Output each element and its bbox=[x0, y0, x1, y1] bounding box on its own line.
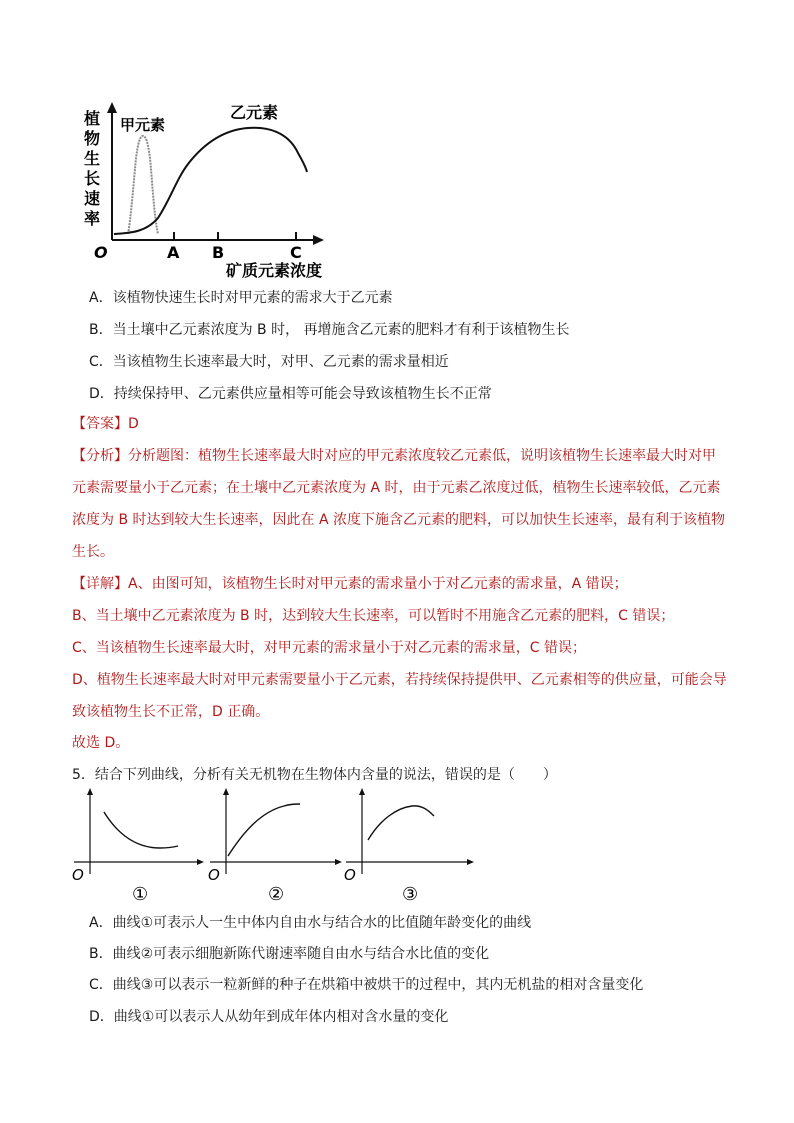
answer-line bbox=[72, 414, 139, 434]
graph3-origin: O bbox=[344, 866, 356, 884]
y-label-char: 速 bbox=[84, 189, 101, 208]
analysis-line: 元素需要量小于乙元素；在土壤中乙元素浓度为 A 时，由于元素乙浓度过低，植物生长速率较低，乙元素 bbox=[72, 480, 721, 496]
q5-option-a: A．曲线①可表示人一生中体内自由水与结合水的比值随年龄变化的曲线 bbox=[89, 915, 532, 931]
detail-line: 致该植物生长不正常，D 正确。 bbox=[72, 704, 270, 720]
graph1-curve bbox=[104, 812, 178, 848]
x-axis-label: 矿质元素浓度 bbox=[226, 261, 323, 280]
detail-line: D、植物生长速率最大时对甲元素需要量小于乙元素，若持续保持提供甲、乙元素相等的供应量，可能会导 bbox=[72, 672, 727, 688]
x-axis-arrow bbox=[313, 235, 324, 245]
y-label-char: 物 bbox=[84, 129, 101, 148]
tick-a-label: A bbox=[167, 243, 180, 262]
y-axis-arrow bbox=[107, 102, 117, 113]
detail-text: A、由图可知，该植物生长时对甲元素的需求量小于对乙元素的需求量，A 错误； bbox=[128, 576, 628, 592]
figure-element-growth bbox=[76, 98, 346, 282]
y-label-char: 长 bbox=[84, 169, 101, 188]
y-label-char: 率 bbox=[84, 209, 101, 228]
graph1-x-arrow bbox=[197, 859, 204, 865]
q5-option-d: D．曲线①可以表示人从幼年到成年体内相对含水量的变化 bbox=[89, 1009, 449, 1025]
tick-b-label: B bbox=[212, 243, 225, 262]
graph1-origin: O bbox=[72, 866, 84, 884]
curve-yi bbox=[114, 128, 307, 234]
curve-jia bbox=[128, 136, 158, 234]
tick-c-label: C bbox=[290, 243, 302, 262]
analysis-line: 浓度为 B 时达到较大生长速率，因此在 A 浓度下施含乙元素的肥料，可以加快生长速率，最有利于该植物 bbox=[72, 512, 725, 528]
graph3-curve bbox=[368, 806, 434, 840]
answer-value: D bbox=[128, 416, 139, 432]
graph2-x-arrow bbox=[335, 859, 342, 865]
detail-line: B、当土壤中乙元素浓度为 B 时，达到较大生长速率，可以暂时不用施含乙元素的肥料，C 错误； bbox=[72, 608, 675, 624]
q5-option-c: C．曲线③可以表示一粒新鲜的种子在烘箱中被烘干的过程中，其内无机盐的相对含量变化 bbox=[89, 977, 644, 993]
detail-line: 故选 D。 bbox=[72, 735, 130, 751]
answer-tag: 【答案】 bbox=[72, 416, 128, 432]
graph1-label: ① bbox=[132, 884, 149, 905]
detail-tag: 【详解】 bbox=[72, 576, 128, 592]
q5-option-b: B．曲线②可表示细胞新陈代谢速率随自由水与结合水比值的变化 bbox=[89, 946, 490, 962]
y-label-char: 植 bbox=[84, 109, 101, 128]
analysis-line bbox=[72, 446, 716, 466]
origin-label: O bbox=[94, 243, 108, 262]
y-label-char: 生 bbox=[84, 149, 101, 168]
graph1-y-arrow bbox=[87, 788, 93, 795]
graph2-curve bbox=[228, 804, 300, 856]
q4-option-b: B．当土壤中乙元素浓度为 B 时， 再增施含乙元素的肥料才有利于该植物生长 bbox=[89, 322, 570, 338]
graph2-label: ② bbox=[268, 884, 285, 905]
q5-graphs bbox=[70, 786, 480, 908]
q4-option-c: C．当该植物生长速率最大时，对甲、乙元素的需求量相近 bbox=[89, 354, 449, 370]
graph2-y-arrow bbox=[223, 788, 229, 795]
label-yi: 乙元素 bbox=[230, 103, 279, 122]
detail-line bbox=[72, 574, 628, 594]
q5-stem: 5．结合下列曲线，分析有关无机物在生物体内含量的说法，错误的是（ ） bbox=[72, 767, 557, 783]
graph3-y-arrow bbox=[359, 788, 365, 795]
analysis-tag: 【分析】 bbox=[72, 448, 128, 464]
q4-option-a: A．该植物快速生长时对甲元素的需求大于乙元素 bbox=[89, 290, 393, 306]
graph3-x-arrow bbox=[467, 859, 474, 865]
analysis-text: 分析题图：植物生长速率最大时对应的甲元素浓度较乙元素低，说明该植物生长速率最大时对甲 bbox=[128, 448, 716, 464]
label-jia: 甲元素 bbox=[120, 116, 166, 134]
detail-line: C、当该植物生长速率最大时，对甲元素的需求量小于对乙元素的需求量，C 错误； bbox=[72, 640, 586, 656]
graph3-label: ③ bbox=[402, 884, 419, 905]
q4-option-d: D．持续保持甲、乙元素供应量相等可能会导致该植物生长不正常 bbox=[89, 386, 492, 402]
analysis-line: 生长。 bbox=[72, 544, 114, 560]
graph2-origin: O bbox=[208, 866, 220, 884]
